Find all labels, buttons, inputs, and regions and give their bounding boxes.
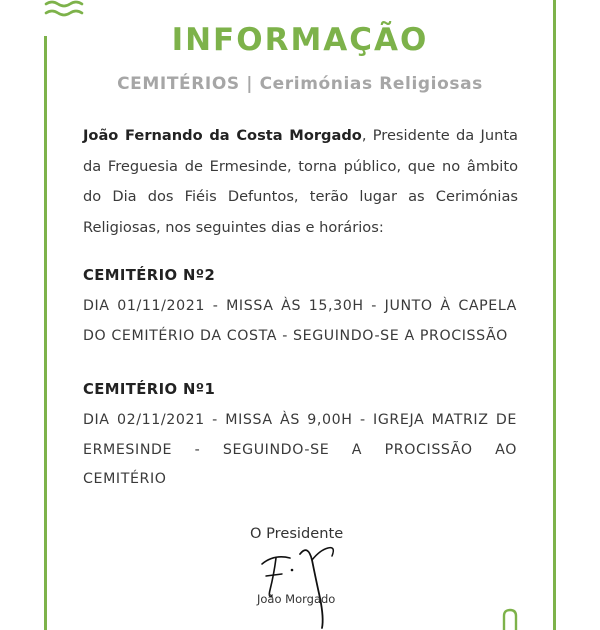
frame-border-left bbox=[44, 36, 47, 630]
intro-paragraph bbox=[83, 121, 518, 244]
section-heading-cemetery-1: CEMITÉRIO Nº1 bbox=[83, 381, 216, 398]
waves-logo-icon bbox=[44, 0, 84, 22]
page-title: INFORMAÇÃO bbox=[171, 22, 429, 58]
frame-border-right bbox=[553, 0, 556, 630]
corner-logo-icon bbox=[500, 608, 520, 630]
intro-text: , Presidente da Junta da Freguesia de Ermesinde, torna público, que no âmbito do Dia dos Fiéis Defuntos, terão lugar as Cerimónias Religiosas, nos seguintes dias e horários: bbox=[83, 127, 518, 237]
handwritten-signature bbox=[250, 540, 360, 630]
page-subtitle: CEMITÉRIOS | Cerimónias Religiosas bbox=[117, 74, 483, 94]
section-heading-cemetery-2: CEMITÉRIO Nº2 bbox=[83, 267, 216, 284]
signature-name: João Morgado bbox=[257, 592, 336, 606]
president-name: João Fernando da Costa Morgado bbox=[83, 127, 362, 144]
signature-role: O Presidente bbox=[250, 525, 344, 542]
section-text-cemetery-1: DIA 02/11/2021 - MISSA ÀS 9,00H - IGREJA MATRIZ DE ERMESINDE - SEGUINDO-SE A PROCISSÃO AO CEMITÉRIO bbox=[83, 412, 517, 487]
section-text-cemetery-2: DIA 01/11/2021 - MISSA ÀS 15,30H - JUNTO À CAPELA DO CEMITÉRIO DA COSTA - SEGUINDO-SE A PROCISSÃO bbox=[83, 298, 517, 344]
